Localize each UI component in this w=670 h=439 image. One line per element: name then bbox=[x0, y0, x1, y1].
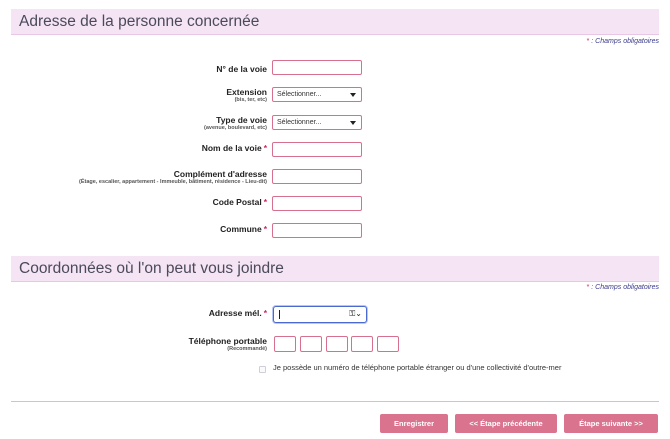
text-cursor bbox=[279, 310, 280, 319]
address-complement-input[interactable] bbox=[272, 169, 362, 184]
mobile-digits-3[interactable] bbox=[326, 336, 348, 352]
mobile-digits-2[interactable] bbox=[300, 336, 322, 352]
email-label: Adresse mél. * bbox=[208, 308, 267, 318]
foreign-phone-checkbox[interactable] bbox=[259, 366, 266, 373]
required-note-text: : Champs obligatoires bbox=[589, 284, 659, 291]
city-input[interactable] bbox=[272, 223, 362, 238]
divider bbox=[11, 401, 659, 402]
foreign-phone-label[interactable]: Je possède un numéro de téléphone portable étranger ou d'une collectivité d'outre-mer bbox=[273, 363, 562, 372]
street-number-label: N° de la voie bbox=[216, 64, 267, 74]
required-fields-note bbox=[587, 284, 659, 291]
chevron-down-icon bbox=[350, 93, 356, 97]
required-star: * bbox=[586, 38, 590, 45]
extension-label: Extension (bis, ter, etc) bbox=[226, 87, 267, 103]
required-note-text: : Champs obligatoires bbox=[589, 38, 659, 45]
postal-code-label: Code Postal * bbox=[212, 197, 267, 207]
contact-section-title: Coordonnées où l'on peut vous joindre bbox=[11, 256, 659, 282]
street-name-input[interactable] bbox=[272, 142, 362, 157]
postal-code-input[interactable] bbox=[272, 196, 362, 211]
city-label: Commune * bbox=[220, 224, 267, 234]
extension-select[interactable]: Sélectionner... bbox=[272, 87, 362, 102]
street-type-label: Type de voie (avenue, boulevard, etc) bbox=[204, 115, 267, 131]
previous-step-button[interactable]: << Étape précédente bbox=[455, 414, 557, 433]
mobile-digits-1[interactable] bbox=[274, 336, 296, 352]
required-fields-note bbox=[587, 38, 659, 45]
mobile-label: Téléphone portable (Recommandé) bbox=[188, 336, 267, 352]
key-icon[interactable]: ⚿⌄ bbox=[349, 309, 362, 318]
mobile-digits-5[interactable] bbox=[377, 336, 399, 352]
chevron-down-icon bbox=[350, 121, 356, 125]
mobile-digits-4[interactable] bbox=[351, 336, 373, 352]
email-input[interactable] bbox=[273, 306, 367, 323]
address-section-title: Adresse de la personne concernée bbox=[11, 9, 659, 35]
street-name-label: Nom de la voie * bbox=[201, 143, 267, 153]
next-step-button[interactable]: Étape suivante >> bbox=[564, 414, 658, 433]
address-complement-label: Complément d'adresse (Étage, escalier, appartement - Immeuble, bâtiment, résidence - Lieu-dit) bbox=[79, 169, 267, 185]
save-button[interactable]: Enregistrer bbox=[380, 414, 448, 433]
required-star: * bbox=[586, 284, 590, 291]
street-number-input[interactable] bbox=[272, 60, 362, 75]
street-type-select[interactable]: Sélectionner... bbox=[272, 115, 362, 130]
